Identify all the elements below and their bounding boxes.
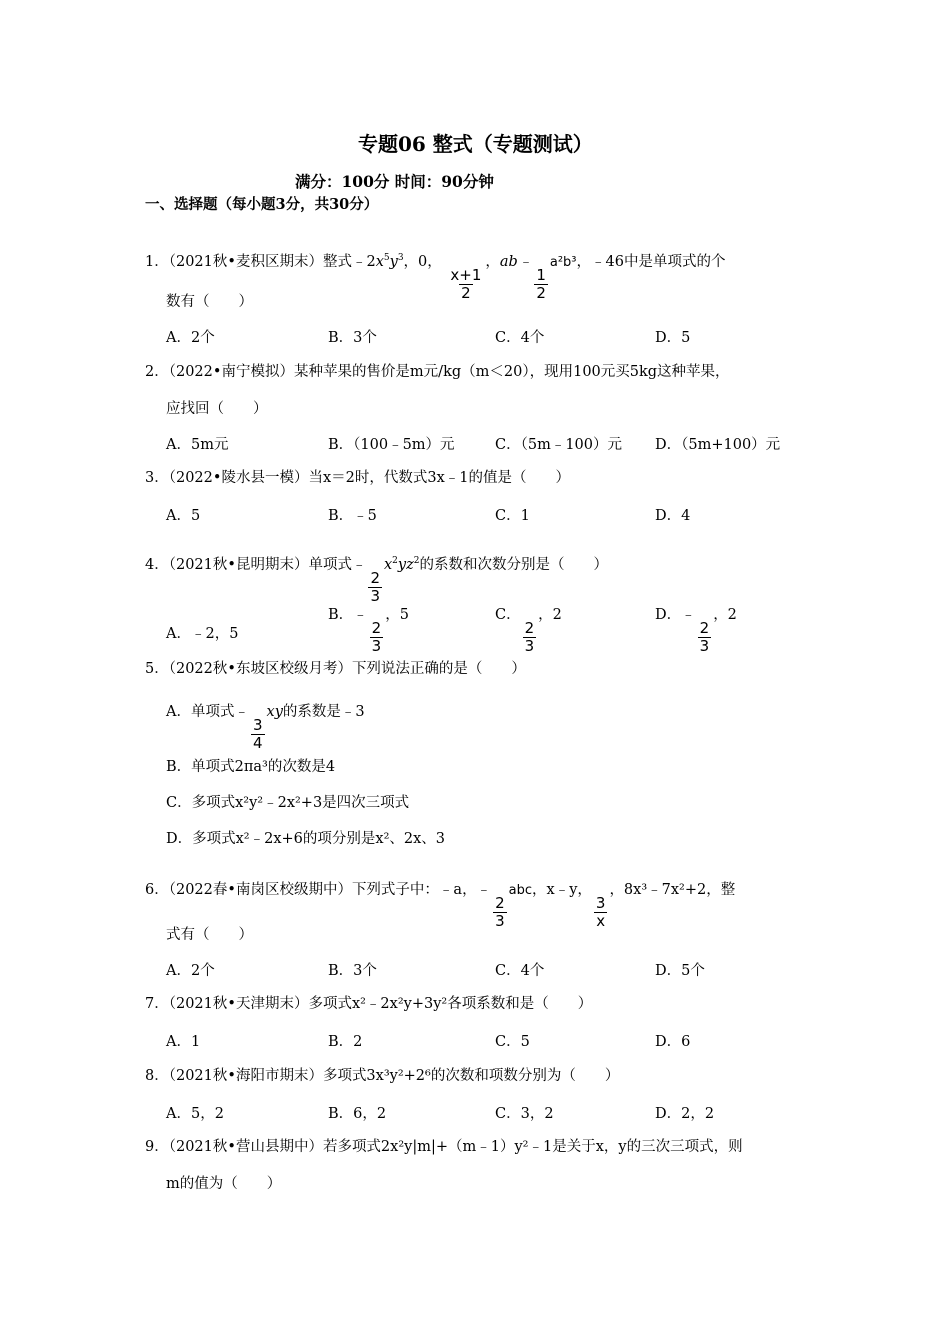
denominator: 3 <box>495 912 505 930</box>
option-text: ，2 <box>538 607 562 623</box>
option-c: C．4个 <box>495 963 545 979</box>
option-text: ，5 <box>385 607 409 623</box>
fraction <box>370 620 384 655</box>
option-d: D．（5m+100）元 <box>655 437 781 453</box>
question-source: （2021秋•麦积区期末）整式 <box>168 254 352 270</box>
option-a: A．5m元 <box>166 437 229 453</box>
option-c: C．多项式x²y²﹣2x²+3是四次三项式 <box>166 795 410 811</box>
question-number: 9． <box>145 1139 169 1155</box>
question-1: 1．（2021秋•麦积区期末）整式$﹣2x^5y^3$，0， $\frac{x+1}{2}$ ，ab﹣ $\frac{1}{2}$ a²b³，﹣46中是单项式的个 <box>145 253 726 302</box>
question-1-line2: 数有（ ） <box>166 294 253 310</box>
fraction <box>493 895 507 930</box>
question-5 <box>145 659 526 679</box>
question-text: ，8x³﹣7x²+2，整 <box>609 882 736 898</box>
question-number: 7． <box>145 996 169 1012</box>
question-3 <box>145 468 570 488</box>
option-c <box>495 603 562 655</box>
question-4: 4．（2021秋•昆明期末）单项式﹣ $\frac{2}{3}$ $x^2yz^2$的系数和次数分别是（ ） <box>145 556 608 605</box>
denominator: 4 <box>252 734 263 752</box>
question-number: 1． <box>145 254 169 270</box>
question-number: 8． <box>145 1068 169 1084</box>
question-text: （2021秋•天津期末）多项式x²﹣2x²y+3y²各项系数和是（ ） <box>168 996 593 1012</box>
question-text: ，x﹣y， <box>532 882 592 898</box>
denominator: 2 <box>461 284 471 302</box>
question-text: （2021秋•海阳市期末）多项式3x³y²+2⁶的次数和项数分别为（ ） <box>168 1068 620 1084</box>
option-a: A．5 <box>166 508 201 524</box>
numerator: 1 <box>536 266 546 284</box>
option-d: D．4 <box>655 508 691 524</box>
option-text: 的系数是﹣3 <box>282 704 365 720</box>
section-heading: 一、选择题（每小题3分，共30分） <box>145 196 379 213</box>
option-a: A．5，2 <box>166 1106 224 1122</box>
question-2-line2: 应找回（ ） <box>166 401 268 417</box>
question-text: （2022•南宁模拟）某种苹果的售价是m元/kg（m＜20），现用100元买5kg这种苹果， <box>168 364 730 380</box>
numerator: 2 <box>371 619 382 637</box>
question-number: 6． <box>145 882 169 898</box>
option-a: A．2个 <box>166 963 215 979</box>
option-label: D． <box>655 607 682 623</box>
numerator: 2 <box>524 619 535 637</box>
denominator: x <box>596 912 606 930</box>
question-9 <box>145 1137 743 1157</box>
separator: ，0， <box>403 254 442 270</box>
option-c: C．3，2 <box>495 1106 554 1122</box>
denominator: 3 <box>370 587 380 605</box>
fraction <box>523 620 537 655</box>
question-number: 3． <box>145 470 169 486</box>
question-6: 6．（2022春•南岗区校级期中）下列式子中：﹣a，﹣ $\frac{2}{3}$ abc，x﹣y， $\frac{3}{x}$ ，8x³﹣7x²+2，整 <box>145 882 736 930</box>
denominator: 3 <box>699 637 710 655</box>
minus-sign: ﹣ <box>681 607 696 623</box>
fraction <box>698 620 712 655</box>
option-b: B．（100﹣5m）元 <box>328 437 455 453</box>
fraction <box>534 267 548 302</box>
denominator: 2 <box>536 284 546 302</box>
option-c: C．5 <box>495 1034 530 1050</box>
option-a: A．1 <box>166 1034 201 1050</box>
page-title: 专题06 整式（专题测试） <box>358 132 593 156</box>
expression: abc <box>508 883 533 898</box>
fraction <box>251 717 265 752</box>
question-7 <box>145 994 592 1014</box>
numerator: 3 <box>252 716 263 734</box>
separator: ， <box>485 254 500 270</box>
question-text: （2021秋•营山县期中）若多项式2x²y|m|+（m﹣1）y²﹣1是关于x，y的三次三项式，则 <box>168 1139 743 1155</box>
question-number: 4． <box>145 557 169 573</box>
option-a: A．2个 <box>166 330 215 346</box>
fraction <box>368 570 382 605</box>
option-c: C．（5m﹣100）元 <box>495 437 622 453</box>
option-d: D．5 <box>655 330 691 346</box>
option-d <box>655 603 737 655</box>
option-b <box>328 603 409 655</box>
option-d: D．6 <box>655 1034 691 1050</box>
question-number: 2． <box>145 364 169 380</box>
option-text: ，2 <box>713 607 737 623</box>
denominator: 3 <box>524 637 535 655</box>
option-d: D．2，2 <box>655 1106 715 1122</box>
question-8 <box>145 1066 619 1086</box>
numerator: x+1 <box>450 266 482 284</box>
question-text: （2022春•南岗区校级期中）下列式子中：﹣a， <box>168 882 477 898</box>
option-d: D．多项式x²﹣2x+6的项分别是x²、2x、3 <box>166 831 446 847</box>
question-9-line2: m的值为（ ） <box>166 1176 282 1192</box>
option-label: C． <box>495 607 521 623</box>
numerator: 3 <box>595 894 606 912</box>
option-text: A．单项式﹣ <box>166 704 249 720</box>
question-text: （2022•陵水县一模）当x＝2时，代数式3x﹣1的值是（ ） <box>168 470 570 486</box>
numerator: 2 <box>699 619 710 637</box>
fraction <box>594 895 608 930</box>
minus-sign: ﹣ <box>353 607 368 623</box>
option-a: A．单项式﹣ $\frac{3}{4}$ xy的系数是﹣3 <box>166 704 365 752</box>
option-d: D．5个 <box>655 963 705 979</box>
question-text: （2021秋•昆明期末）单项式﹣ <box>168 557 367 573</box>
numerator: 2 <box>370 569 380 587</box>
numerator: 2 <box>495 894 505 912</box>
expression: ab﹣ <box>499 254 533 270</box>
fraction <box>448 267 483 302</box>
option-c: C．1 <box>495 508 530 524</box>
score-time-line: 满分：100分 时间：90分钟 <box>295 172 494 191</box>
option-a: A．﹣2，5 <box>166 626 239 642</box>
option-label: B． <box>328 607 354 623</box>
expression: a²b³ <box>549 255 577 270</box>
option-b: B．﹣5 <box>328 508 377 524</box>
option-b: B．单项式2πa³的次数是4 <box>166 759 336 775</box>
option-b: B．6，2 <box>328 1106 387 1122</box>
option-b: B．3个 <box>328 330 377 346</box>
option-b: B．2 <box>328 1034 363 1050</box>
question-2 <box>145 362 730 382</box>
denominator: 3 <box>371 637 382 655</box>
question-6-line2: 式有（ ） <box>166 927 253 943</box>
question-text: 的系数和次数分别是（ ） <box>419 557 608 573</box>
question-number: 5． <box>145 661 169 677</box>
question-text: ，﹣46中是单项式的个 <box>576 254 726 270</box>
question-text: （2022秋•东坡区校级月考）下列说法正确的是（ ） <box>168 661 526 677</box>
option-c: C．4个 <box>495 330 545 346</box>
option-b: B．3个 <box>328 963 377 979</box>
